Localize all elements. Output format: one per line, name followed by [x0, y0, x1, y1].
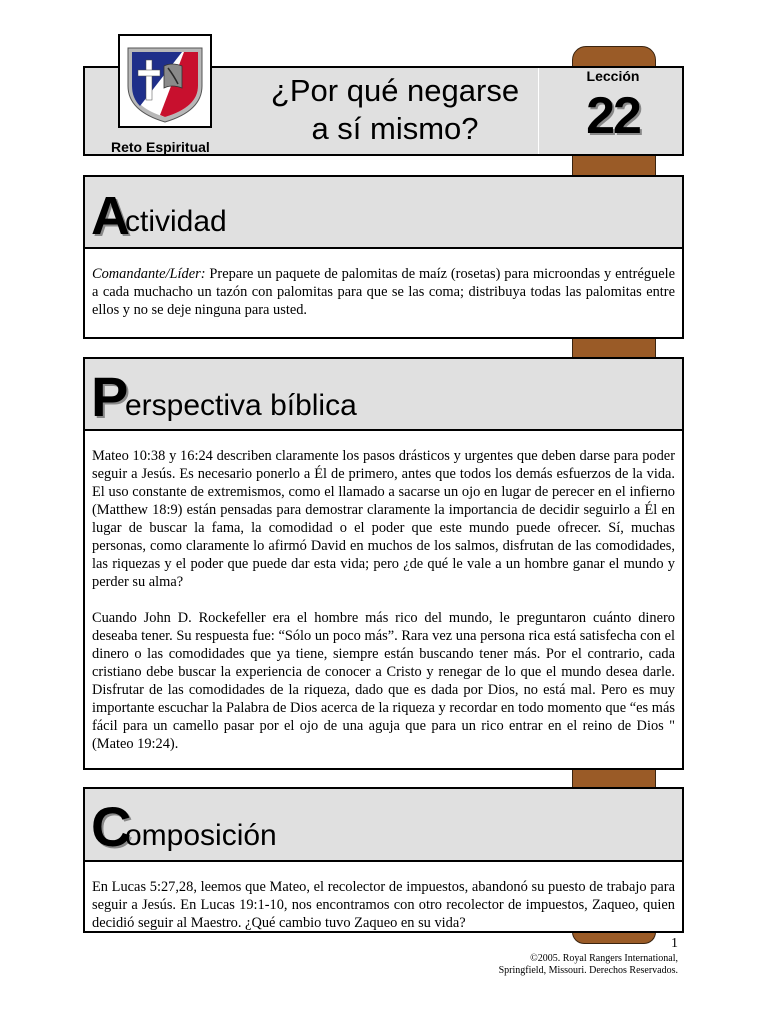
series-label: Reto Espiritual — [111, 139, 210, 155]
section-heading — [85, 359, 682, 431]
tab-strip — [572, 932, 656, 944]
activity-text: Prepare un paquete de palomitas de maíz (rosetas) para microondas y entréguele a cada muchacho un tazón con palomitas para que se las coma; distribuya todas las palomitas entre ellos y no se deje ninguna para usted. — [92, 266, 675, 318]
copyright-line-2: Springfield, Missouri. Derechos Reservados. — [498, 965, 678, 976]
heading-initial: A — [91, 186, 130, 246]
section-actividad — [83, 175, 684, 339]
leader-label: Comandante/Líder: — [92, 266, 206, 282]
heading-initial: C — [91, 795, 132, 858]
title-line-1: ¿Por qué negarse — [270, 73, 520, 108]
section-heading — [85, 177, 682, 249]
logo — [118, 34, 212, 128]
section-body — [85, 862, 682, 932]
composition-text: En Lucas 5:27,28, leemos que Mateo, el recolector de impuestos, abandonó su puesto de trabajo para seguir a Jesús. En Lucas 19:1-10, nos encontramos con otro recolector de impuestos, Zaqueo, quien decidió seguir al Maestro. ¿Qué cambio tuvo Zaqueo en su vida? — [92, 879, 675, 931]
section-composicion — [83, 787, 684, 933]
page-title — [240, 72, 550, 148]
lesson-number: 22 — [586, 87, 640, 145]
paragraph: Mateo 10:38 y 16:24 describen claramente los pasos drásticos y urgentes que deben darse para poder seguir a Jesús. Es necesario ponerlo a Él de primero, antes que todos los demás esfuerzos de la vida. El uso constante de extremismos, como el llamado a sacarse un ojo en lugar de perecer en el infierno (Matthew 18:9) están pensadas para demostrar claramente la importancia de decidir seguirlo a Él en lugar de buscar la fama, la comodidad o el poder que este mundo puede ofrecer. Sí, muchas personas, como claramente lo afirmó David en muchos de los salmos, disfrutan de las comodidades, las riquezas y el poder que puede dar esta vida; pero ¿de qué le vale a un hombre ganar el mundo y perder su alma? — [92, 448, 675, 590]
title-line-2: a sí mismo? — [311, 111, 479, 146]
section-body — [85, 431, 682, 753]
section-heading — [85, 789, 682, 862]
copyright-line-1: ©2005. Royal Rangers International, — [530, 953, 678, 964]
heading-text: omposición — [125, 819, 277, 852]
heading-initial: P — [91, 365, 129, 428]
section-perspectiva — [83, 357, 684, 770]
shield-logo-icon — [120, 36, 210, 126]
heading-text: erspectiva bíblica — [125, 389, 357, 422]
heading-text: ctividad — [125, 205, 227, 238]
page-number: 1 — [671, 936, 678, 951]
paragraph: Cuando John D. Rockefeller era el hombre más rico del mundo, le preguntaron cuánto dinero deseaba tener. Su respuesta fue: “Sólo un poco más”. Rara vez una persona rica está satisfecha con el dinero o las comodidades que ya tiene, siempre están buscando tener más. Por el contrario, cada cristiano debe buscar la experiencia de conocer a Cristo y renegar de lo que el mundo desea darle. Disfrutar de las comodidades de la riqueza, dado que es dada por Dios, no está mal. Pero es muy importante escuchar la Palabra de Dios acerca de la riqueza y recordar en todo momento que “es más fácil para un camello pasar por el ojo de una aguja que para un rico entrar en el reino de Dios " (Mateo 19:24). — [92, 610, 675, 752]
lesson-label: Lección — [586, 68, 640, 84]
copyright — [440, 953, 678, 977]
section-body — [85, 249, 682, 319]
